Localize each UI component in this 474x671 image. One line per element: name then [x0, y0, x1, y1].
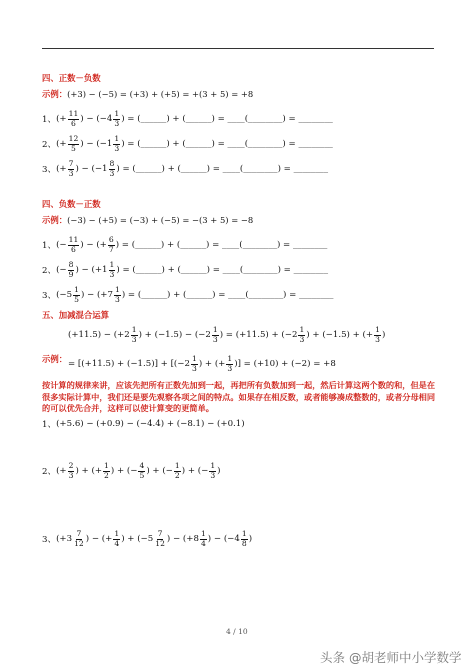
- row-lead: (+: [56, 164, 67, 175]
- fraction: $\frac{1}{3}$: [109, 260, 115, 279]
- row-number: 3、: [42, 291, 57, 302]
- header-rule: [42, 48, 434, 49]
- row-lead: (−: [56, 265, 67, 276]
- exercise-row-4a-2: [42, 135, 333, 153]
- fraction: $\frac{1}{3}$: [227, 354, 233, 373]
- exercise-row-4a-3: [42, 160, 328, 178]
- fraction: $\frac{1}{3}$: [114, 109, 120, 128]
- page-number: 4 / 10: [226, 627, 248, 636]
- exercise-row-4b-1: [42, 236, 327, 254]
- fraction: $\frac{1}{3}$: [375, 325, 380, 344]
- answer-blanks: ) = (______) + (______) = ____(________) = ________: [115, 240, 328, 251]
- example-label-mixed: 示例：: [42, 354, 68, 364]
- fraction: $\frac{1}{2}$: [104, 461, 109, 480]
- fraction: $\frac{1}{2}$: [174, 461, 180, 480]
- row-number: 1、: [42, 115, 57, 126]
- row-number: 3、: [42, 535, 57, 546]
- fraction: $\frac{11}{6}$: [68, 109, 79, 128]
- row-lead: (−5: [56, 290, 73, 301]
- section-title-neg-minus-pos: 四、负数－正数: [42, 199, 101, 209]
- example-text: (+3) − (−5) = (+3) + (+5) = +(3 + 5) = +8: [67, 89, 254, 99]
- fraction: $\frac{1}{3}$: [299, 325, 305, 344]
- fraction: $\frac{4}{5}$: [139, 461, 145, 480]
- fraction: $\frac{8}{9}$: [68, 260, 74, 279]
- row-number: 1、: [42, 420, 57, 430]
- section-title-mixed: 五、加减混合运算: [42, 310, 109, 320]
- row-mid: ) − (−4: [80, 114, 113, 125]
- row-mid: ) − (+1: [75, 265, 108, 276]
- answer-blanks: ) = (______) + (______) = ____(________) = ________: [121, 290, 334, 301]
- answer-blanks: ) = (______) + (______) = ____(________) = ________: [116, 164, 328, 175]
- answer-blanks: ) = (______) + (______) = ____(________) = ________: [121, 139, 333, 150]
- fraction: $\frac{1}{3}$: [210, 461, 216, 480]
- fraction: $\frac{1}{5}$: [74, 285, 79, 304]
- row-mid: ) − (−1: [80, 139, 113, 150]
- exercise-row-4a-1: [42, 110, 333, 128]
- watermark: [320, 648, 461, 666]
- fraction: $\frac{1}{4}$: [200, 529, 206, 548]
- problem-expression: (+5.6) − (+0.9) − (−4.4) + (−8.1) − (+0.1): [56, 419, 245, 429]
- example-label: 示例：: [42, 215, 68, 225]
- fraction: $\frac{2}{3}$: [68, 461, 74, 480]
- fraction: $\frac{1}{3}$: [114, 285, 120, 304]
- fraction: $\frac{6}{7}$: [108, 235, 114, 254]
- example-mixed-line2: = [(+11.5) + (−1.5)] + [(−2 $\frac{1}{3}$ ) + (+ $\frac{1}{3}$ )] = (+10) + (−2) = +8: [68, 354, 336, 373]
- answer-blanks: ) = (______) + (______) = ____(________) = ________: [121, 114, 333, 125]
- row-lead: (+: [56, 139, 67, 150]
- section-title-pos-minus-neg: 四、正数－负数: [42, 73, 101, 83]
- row-lead: (+: [56, 114, 67, 125]
- mixed-problem-3: 3、 (+3 $\frac{7}{12}$ ) − (+ $\frac{1}{4}$ ) + (−5 $\frac{7}{12}$ ) − (+8 $\frac{1}{4}$ ) − (−4 $\frac{1}{8}$ ): [42, 529, 253, 548]
- row-lead: (−: [56, 240, 67, 251]
- mixed-problem-2: 2、 (+ $\frac{2}{3}$ ) + (+ $\frac{1}{2}$ ) + (− $\frac{4}{5}$ ) + (− $\frac{1}{2}$ ) + (− $\frac{1}{3}$ ): [42, 461, 221, 480]
- watermark-text: 头条 @胡老师中小学数学: [320, 650, 462, 665]
- exercise-row-4b-3: [42, 286, 333, 304]
- example-pos-minus-neg: [42, 88, 253, 100]
- fraction: $\frac{12}{5}$: [68, 134, 79, 153]
- row-mid: ) − (−1: [75, 164, 108, 175]
- row-number: 1、: [42, 241, 57, 252]
- fraction: $\frac{1}{3}$: [114, 134, 120, 153]
- row-number: 3、: [42, 165, 57, 176]
- fraction: $\frac{7}{12}$: [74, 529, 84, 548]
- fraction: $\frac{1}{4}$: [114, 529, 120, 548]
- fraction: $\frac{1}{3}$: [191, 354, 197, 373]
- fraction: $\frac{7}{12}$: [155, 529, 165, 548]
- answer-blanks: ) = (______) + (______) = ____(________) = ________: [116, 265, 328, 276]
- row-mid: ) − (+7: [80, 290, 113, 301]
- example-text: (−3) − (+5) = (−3) + (−5) = −(3 + 5) = −8: [67, 215, 254, 225]
- row-number: 2、: [42, 266, 57, 277]
- fraction: $\frac{1}{8}$: [241, 529, 247, 548]
- fraction: $\frac{11}{6}$: [68, 235, 79, 254]
- fraction: $\frac{1}{3}$: [212, 325, 218, 344]
- example-mixed-line1: (+11.5) − (+2 $\frac{1}{3}$ ) + (−1.5) − (−2 $\frac{1}{3}$ ) = (+11.5) + (−2 $\frac{1}{3}$ ) + (−1.5) + (+ $\frac{1}{3}$ ): [68, 325, 386, 344]
- method-note: 按计算的规律来讲，应该先把所有正数先加到一起，再把所有负数加到一起，然后计算这两个数的和，但是在很多实际计算中，我们还是要先观察各项之间的特点。如果存在相反数，或者能够凑成整数的，或者分母相同的可以优先合并，这样可以使计算变的更简单。: [42, 380, 436, 414]
- row-mid: ) − (+: [80, 240, 107, 251]
- example-neg-minus-pos: [42, 214, 253, 226]
- exercise-row-4b-2: [42, 261, 328, 279]
- example-label: 示例：: [42, 89, 68, 99]
- row-number: 2、: [42, 467, 57, 478]
- fraction: $\frac{1}{3}$: [131, 325, 137, 344]
- fraction: $\frac{8}{3}$: [109, 159, 115, 178]
- fraction: $\frac{7}{3}$: [68, 159, 74, 178]
- row-number: 2、: [42, 140, 57, 151]
- mixed-problem-1: [42, 418, 245, 430]
